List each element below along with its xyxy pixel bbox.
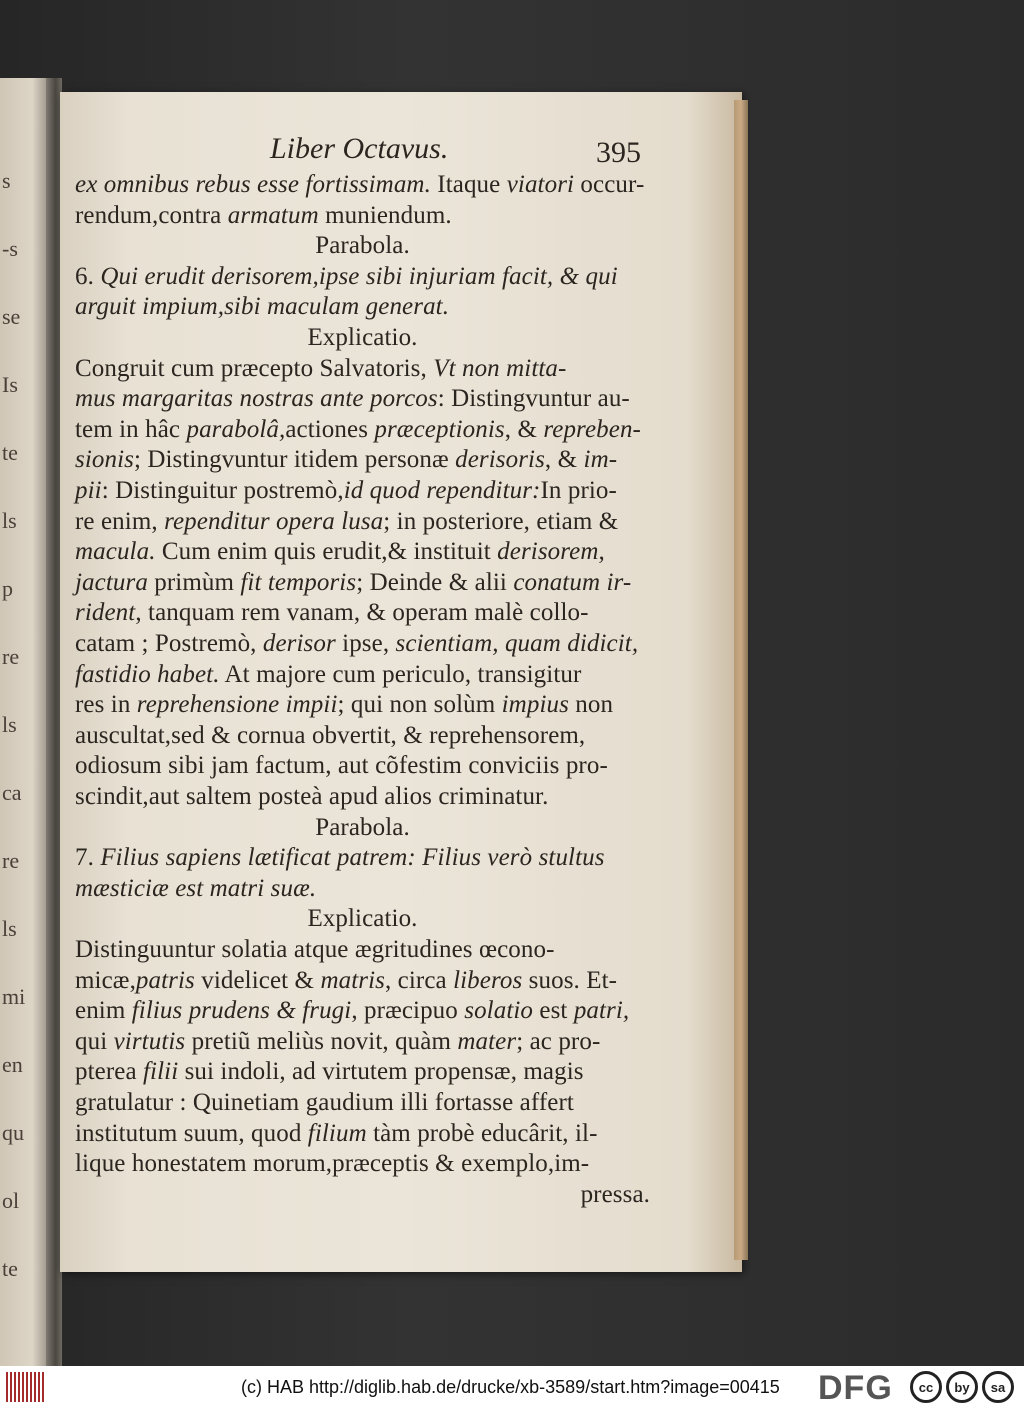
footer-credit-link[interactable]: (c) HAB http://diglib.hab.de/drucke/xb-3589/start.htm?image=00415 (241, 1377, 780, 1397)
italic-segment: fastidio habet. (75, 660, 220, 688)
text-line (75, 1057, 650, 1087)
sa-license-icon: sa (982, 1371, 1014, 1403)
license-badges[interactable] (910, 1370, 1020, 1404)
text-line (75, 690, 650, 720)
roman-segment: ; Deinde & alii (356, 568, 514, 596)
text-line (75, 874, 650, 904)
roman-segment: , tanquam rem vanam, & operam malè collo- (135, 599, 589, 627)
italic-segment: armatum (227, 201, 319, 229)
roman-segment: tàm probè educârit, il- (366, 1119, 598, 1147)
roman-segment: gratulatur : Quinetiam gaudium illi fortasse affert (75, 1089, 574, 1116)
roman-segment: tem in hâc (75, 415, 187, 443)
roman-segment: Distinguuntur solatia atque ægritudines œcono- (75, 936, 555, 963)
text-line (75, 1088, 650, 1118)
roman-segment: , & (544, 446, 584, 474)
roman-segment: actiones (285, 415, 375, 443)
text-line (75, 966, 650, 996)
roman-segment: Parabola. (315, 813, 410, 841)
roman-segment: pressa. (580, 1180, 650, 1208)
italic-segment: jactura (75, 568, 148, 596)
text-line (75, 721, 650, 751)
italic-segment: derisorem, (497, 538, 605, 566)
italic-segment: Qui erudit derisorem,ipse sibi injuriam facit, & qui (100, 262, 618, 290)
text-line (75, 751, 650, 781)
left-page-fragment: qu (2, 1120, 24, 1145)
italic-segment: patri, (573, 997, 630, 1025)
text-line (75, 1180, 650, 1210)
roman-segment: rendum,contra (75, 201, 228, 229)
text-line (75, 537, 650, 567)
left-page-fragment: re (2, 848, 20, 873)
left-page-fragment: ls (2, 508, 17, 533)
text-line (75, 292, 650, 322)
roman-segment: In prio- (540, 477, 617, 504)
left-page-fragment: p (2, 576, 13, 601)
roman-segment: ; ac pro- (516, 1027, 601, 1055)
left-page-fragment: ol (2, 1188, 20, 1213)
roman-segment: auscultat,sed & cornua obvertit, & reprehensorem, (75, 721, 586, 749)
text-line (75, 445, 650, 475)
italic-segment: arguit impium,sibi maculam generat. (75, 293, 450, 321)
left-page-fragment: te (2, 1256, 18, 1281)
left-page-fragment: s (2, 168, 11, 193)
italic-segment: ex omnibus rebus esse fortissimam. (75, 171, 431, 198)
roman-segment: catam ; Postremò, (75, 630, 263, 657)
italic-segment: conatum ir- (513, 568, 632, 596)
page-fore-edge (734, 100, 748, 1260)
roman-segment: ; in posteriore, etiam & (383, 507, 619, 535)
italic-segment: derisor (262, 630, 336, 657)
italic-segment: fit temporis (240, 568, 357, 596)
roman-segment: 6. (75, 262, 101, 290)
roman-segment: , & (504, 415, 544, 443)
left-page-fragment: te (2, 440, 18, 465)
running-head: Liber Octavus. (270, 132, 449, 165)
italic-segment: macula. (75, 538, 156, 566)
italic-segment: patris (135, 966, 195, 994)
left-page-fragment: se (2, 304, 21, 329)
roman-segment: videlicet & (194, 966, 321, 994)
text-line (75, 170, 650, 200)
text-line (75, 813, 650, 843)
text-line (75, 384, 650, 414)
italic-segment: solatio (464, 997, 534, 1025)
italic-segment: viatori (506, 171, 575, 198)
left-page-fragment: Is (2, 372, 18, 397)
text-line (75, 598, 650, 628)
library-logo-icon (6, 1372, 46, 1402)
text-line (75, 935, 650, 965)
italic-segment: Vt non mitta- (433, 354, 567, 382)
text-line (75, 629, 650, 659)
italic-segment: repreben- (543, 415, 641, 443)
roman-segment: , circa (384, 966, 454, 994)
italic-segment: mater (457, 1027, 517, 1055)
roman-segment: 7. (75, 844, 101, 872)
roman-segment: Congruit cum præcepto Salvatoris, (75, 354, 434, 382)
roman-segment: institutum suum, quod (75, 1119, 308, 1147)
italic-segment: filium (307, 1119, 367, 1147)
roman-segment: ; qui non solùm (337, 691, 502, 719)
text-line (75, 476, 650, 506)
left-page-fragment: mi (2, 984, 26, 1009)
roman-segment: suos. Et- (522, 966, 618, 994)
roman-segment: ; Distingvuntur itidem personæ (133, 446, 456, 474)
text-line (75, 660, 650, 690)
italic-segment: mus margaritas nostras ante porcos (75, 385, 438, 413)
italic-segment: rident (75, 599, 136, 627)
italic-segment: derisoris (455, 446, 545, 474)
roman-segment: est (533, 997, 574, 1025)
italic-segment: reprehensione impii (136, 691, 338, 719)
left-page-fragment: en (2, 1052, 23, 1077)
roman-segment: : Distingvuntur au- (437, 385, 630, 413)
left-page-edge (0, 78, 48, 1368)
text-line (75, 904, 650, 934)
italic-segment: præceptionis (374, 415, 505, 443)
text-line (75, 201, 650, 231)
italic-segment: parabolâ, (186, 415, 286, 443)
roman-segment: ipse, (335, 630, 396, 657)
roman-segment: Parabola. (315, 232, 410, 260)
roman-segment: sui indoli, ad virtutem propensæ, magis (178, 1058, 584, 1086)
roman-segment: pterea (75, 1058, 144, 1086)
roman-segment: Explicatio. (307, 324, 418, 351)
roman-segment: : Distinguitur postremò, (101, 477, 344, 504)
left-page-fragment: ls (2, 916, 17, 941)
text-line (75, 1027, 650, 1057)
text-line (75, 507, 650, 537)
roman-segment: pretiũ meliùs novit, quàm (185, 1027, 458, 1055)
text-line (75, 262, 650, 292)
text-line (75, 415, 650, 445)
roman-segment: odiosum sibi jam factum, aut cõfestim conviciis pro- (75, 752, 608, 780)
italic-segment: Filius sapiens lætificat patrem: Filius verò stultus (100, 844, 605, 872)
roman-segment: Cum enim quis erudit,& instituit (155, 538, 498, 566)
left-page-fragment: ca (2, 780, 22, 805)
italic-segment: pii (75, 477, 102, 504)
italic-segment: virtutis (113, 1027, 186, 1055)
roman-segment: Itaque (430, 171, 507, 198)
roman-segment: re enim, (75, 507, 165, 535)
roman-segment: qui (75, 1027, 114, 1055)
left-page-fragment: ls (2, 712, 17, 737)
roman-segment: enim (75, 997, 132, 1025)
roman-segment: res in (75, 691, 137, 719)
italic-segment: liberos (453, 966, 523, 994)
text-line (75, 782, 650, 812)
by-license-icon: by (946, 1371, 978, 1403)
roman-segment: lique honestatem morum,præceptis & exemplo,im- (75, 1150, 590, 1178)
roman-segment: Explicatio. (307, 905, 418, 933)
italic-segment: matris (320, 966, 385, 994)
roman-segment: occur- (574, 171, 645, 198)
italic-segment: rependitur opera lusa (164, 507, 384, 535)
text-line (75, 354, 650, 384)
text-line (75, 843, 650, 873)
roman-segment: micæ, (75, 966, 136, 994)
italic-segment: id quod rependitur: (343, 477, 541, 504)
italic-segment: scientiam, quam didicit, (395, 630, 639, 657)
page-number: 395 (596, 136, 641, 169)
roman-segment: , præcipuo (351, 997, 465, 1025)
text-line (75, 568, 650, 598)
roman-segment: primùm (147, 568, 241, 596)
text-line (75, 323, 650, 353)
roman-segment: scindit,aut saltem posteà apud alios criminatur. (75, 783, 549, 810)
text-line (75, 1149, 650, 1179)
text-line (75, 231, 650, 261)
text-line (75, 996, 650, 1026)
roman-segment: muniendum. (318, 201, 452, 229)
dfg-logo: DFG (818, 1369, 893, 1407)
italic-segment: im- (583, 446, 618, 474)
left-page-fragment: -s (2, 236, 18, 261)
italic-segment: mæsticiæ est matri suæ. (75, 874, 317, 902)
roman-segment: At majore cum periculo, transigitur (219, 660, 582, 688)
text-line (75, 1119, 650, 1149)
left-page-fragment: re (2, 644, 20, 669)
italic-segment: impius (501, 691, 569, 719)
italic-segment: filius prudens & frugi (131, 997, 352, 1025)
cc-license-icon: cc (910, 1371, 942, 1403)
roman-segment: non (568, 691, 614, 719)
italic-segment: filii (143, 1058, 179, 1086)
italic-segment: sionis (75, 446, 134, 474)
